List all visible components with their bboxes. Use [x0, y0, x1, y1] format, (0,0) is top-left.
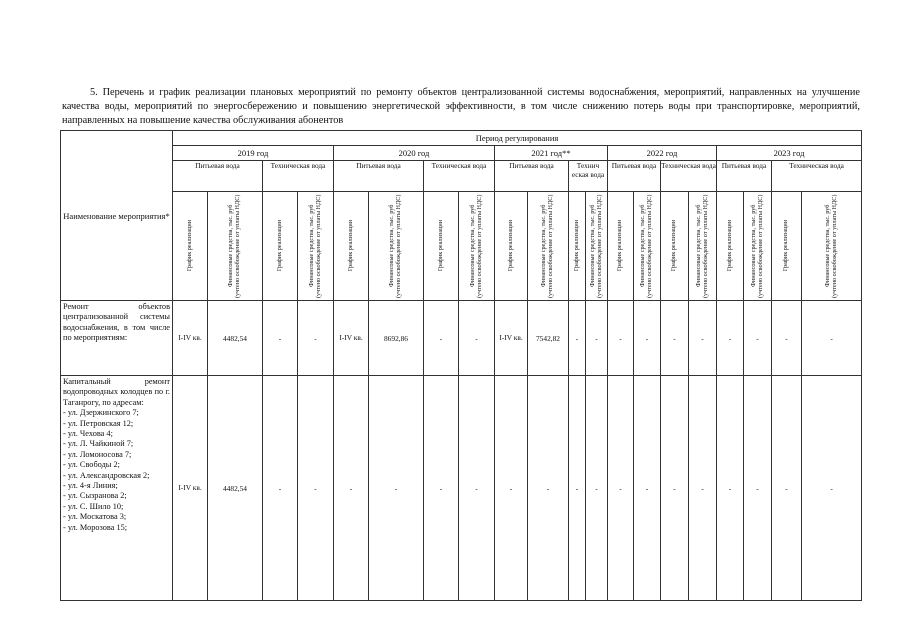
cell-2021-drinking-schedule: - [495, 376, 528, 601]
period-header: Период регулирования [173, 131, 862, 146]
metric-header-2021-technical-finance [586, 192, 608, 301]
address-item: - ул. Александровская 2; [63, 470, 150, 480]
cell-2019-technical-schedule: - [263, 376, 298, 601]
year-2019-header: 2019 год [173, 146, 334, 161]
cell-2023-technical-schedule: - [772, 301, 802, 376]
metric-label: Финансовые средства, тыс. руб (учтено освобождение от уплаты НДС) [307, 194, 322, 298]
metric-label: График реализации [506, 220, 514, 272]
metric-label: Финансовые средства, тыс. руб (учтено освобождение от уплаты НДС) [468, 194, 483, 298]
cell-2019-drinking-finance: 4482,54 [208, 376, 263, 601]
cell-2023-technical-schedule: - [772, 376, 802, 601]
metric-label: График реализации [275, 220, 283, 272]
address-item: - ул. Морозова 15; [63, 522, 128, 532]
header-row-years [61, 146, 862, 161]
year-2023-header: 2023 год [717, 146, 862, 161]
metric-label: График реализации [616, 220, 624, 272]
drinking-water-2019: Питьевая вода [173, 161, 263, 192]
address-list [63, 408, 170, 533]
address-item: - ул. Дзержинского 7; [63, 408, 139, 418]
metric-header-2023-technical-schedule [772, 192, 802, 301]
metric-label: Финансовые средства, тыс. руб (учтено освобождение от уплаты НДС) [388, 194, 402, 298]
name-column-header: Наименование мероприятия* [61, 131, 173, 301]
metric-header-2022-drinking-finance [634, 192, 661, 301]
technical-water-2021: Технич еская вода [569, 161, 608, 192]
cell-2021-drinking-finance: - [528, 376, 569, 601]
metric-header-2020-technical-schedule [424, 192, 459, 301]
metric-header-2023-drinking-schedule [717, 192, 744, 301]
address-item: - ул. Л. Чайкиной 7; [63, 439, 134, 449]
row-name-text: Капитальный ремонт водопроводных колодцев по г. Таганрогу, по адресам: [63, 377, 170, 407]
section-heading: 5. Перечень и график реализации плановых мероприятий по ремонту объектов централизованной системы водоснабжения, мероприятий, направленных на улучшение качества воды, мероприятий по энергосбережению и повышению энергетической эффективности, в том числе снижению потерь воды при транспортировке, мероприятий, направленных на повышение качества обслуживания абонентов [62, 87, 860, 126]
cell-2020-drinking-schedule: - [334, 376, 369, 601]
implementation-plan-table [60, 130, 862, 601]
address-item: - ул. Москатова 3; [63, 512, 127, 522]
metric-header-2019-drinking-finance [208, 192, 263, 301]
cell-2021-technical-schedule: - [569, 301, 586, 376]
address-item: - ул. Чехова 4; [63, 429, 113, 439]
cell-2019-drinking-schedule: I-IV кв. [173, 301, 208, 376]
cell-2020-technical-schedule: - [424, 301, 459, 376]
metric-label: Финансовые средства, тыс. руб (учтено освобождение от уплаты НДС) [588, 194, 603, 298]
metric-header-2020-drinking-finance [369, 192, 424, 301]
year-2022-header: 2022 год [608, 146, 717, 161]
row-name-well-repair [61, 376, 173, 601]
table-row [61, 376, 862, 601]
cell-2021-technical-schedule: - [569, 376, 586, 601]
metric-label: График реализации [436, 220, 444, 272]
metric-header-2022-technical-schedule [661, 192, 689, 301]
table-row [61, 301, 862, 376]
row-name-repair-objects: Ремонт объектов централизованной системы водоснабжения, в том числе по мероприятиям: [61, 301, 173, 376]
metric-header-2023-drinking-finance [744, 192, 772, 301]
cell-2021-drinking-schedule: I-IV кв. [495, 301, 528, 376]
metric-header-2021-drinking-finance [528, 192, 569, 301]
technical-water-2020: Техническая вода [424, 161, 495, 192]
drinking-water-2022: Питьевая вода [608, 161, 661, 192]
cell-2020-drinking-finance: - [369, 376, 424, 601]
cell-2022-drinking-finance: - [634, 376, 661, 601]
cell-2022-drinking-schedule: - [608, 301, 634, 376]
cell-2020-drinking-finance: 8692,86 [369, 301, 424, 376]
metric-header-2021-drinking-schedule [495, 192, 528, 301]
cell-2023-drinking-schedule: - [717, 376, 744, 601]
metric-header-2020-technical-finance [459, 192, 495, 301]
metric-label: Финансовые средства, тыс. руб (учтено освобождение от уплаты НДС) [749, 194, 764, 298]
cell-2023-technical-finance: - [802, 376, 862, 601]
metric-label: График реализации [185, 220, 193, 272]
header-row-water-kind [61, 161, 862, 192]
technical-water-2023: Техническая вода [772, 161, 862, 192]
metric-header-2020-drinking-schedule [334, 192, 369, 301]
cell-2019-technical-finance: - [298, 301, 334, 376]
cell-2023-technical-finance: - [802, 301, 862, 376]
cell-2020-technical-schedule: - [424, 376, 459, 601]
header-row-period [61, 131, 862, 146]
year-2020-header: 2020 год [334, 146, 495, 161]
metric-label: График реализации [572, 220, 580, 272]
cell-2020-technical-finance: - [459, 376, 495, 601]
metric-label: Финансовые средства, тыс. руб (учтено освобождение от уплаты НДС) [540, 194, 554, 298]
address-item: - ул. Ломоносова 7; [63, 449, 132, 459]
address-item: - ул. 4-я Линия; [63, 481, 118, 491]
metric-label: График реализации [346, 220, 354, 272]
metric-header-2023-technical-finance [802, 192, 862, 301]
cell-2020-technical-finance: - [459, 301, 495, 376]
cell-2023-drinking-finance: - [744, 376, 772, 601]
metric-header-2021-technical-schedule [569, 192, 586, 301]
cell-2022-technical-finance: - [689, 376, 717, 601]
metric-label: График реализации [670, 220, 678, 272]
technical-water-2019: Техническая вода [263, 161, 334, 192]
metric-label: Финансовые средства, тыс. руб (учтено освобождение от уплаты НДС) [227, 194, 241, 298]
cell-2023-drinking-finance: - [744, 301, 772, 376]
cell-2022-drinking-schedule: - [608, 376, 634, 601]
cell-2022-technical-schedule: - [661, 301, 689, 376]
year-2021-header: 2021 год** [495, 146, 608, 161]
metric-label: График реализации [725, 220, 733, 272]
cell-2022-technical-schedule: - [661, 376, 689, 601]
address-item: - ул. С. Шило 10; [63, 501, 124, 511]
metric-label: График реализации [782, 220, 790, 272]
metric-header-2019-technical-schedule [263, 192, 298, 301]
cell-2019-drinking-schedule: I-IV кв. [173, 376, 208, 601]
cell-2020-drinking-schedule: I-IV кв. [334, 301, 369, 376]
cell-2022-technical-finance: - [689, 301, 717, 376]
metric-label: Финансовые средства, тыс. руб (учтено освобождение от уплаты НДС) [823, 194, 838, 298]
metric-label: Финансовые средства, тыс. руб (учтено освобождение от уплаты НДС) [639, 194, 653, 298]
address-item: - ул. Петровская 12; [63, 418, 134, 428]
cell-2019-drinking-finance: 4482,54 [208, 301, 263, 376]
metric-header-2022-technical-finance [689, 192, 717, 301]
cell-2019-technical-finance: - [298, 376, 334, 601]
cell-2022-drinking-finance: - [634, 301, 661, 376]
cell-2021-technical-finance: - [586, 301, 608, 376]
drinking-water-2020: Питьевая вода [334, 161, 424, 192]
metric-label: Финансовые средства, тыс. руб (учтено освобождение от уплаты НДС) [694, 194, 709, 298]
cell-2023-drinking-schedule: - [717, 301, 744, 376]
technical-water-2022: Техническая вода [661, 161, 717, 192]
drinking-water-2021: Питьевая вода [495, 161, 569, 192]
cell-2021-drinking-finance: 7542,82 [528, 301, 569, 376]
address-item: - ул. Свободы 2; [63, 460, 120, 470]
metric-header-2019-technical-finance [298, 192, 334, 301]
metric-header-2019-drinking-schedule [173, 192, 208, 301]
address-item: - ул. Сызранова 2; [63, 491, 127, 501]
header-row-metrics [61, 192, 862, 301]
cell-2021-technical-finance: - [586, 376, 608, 601]
metric-header-2022-drinking-schedule [608, 192, 634, 301]
cell-2019-technical-schedule: - [263, 301, 298, 376]
drinking-water-2023: Питьевая вода [717, 161, 772, 192]
